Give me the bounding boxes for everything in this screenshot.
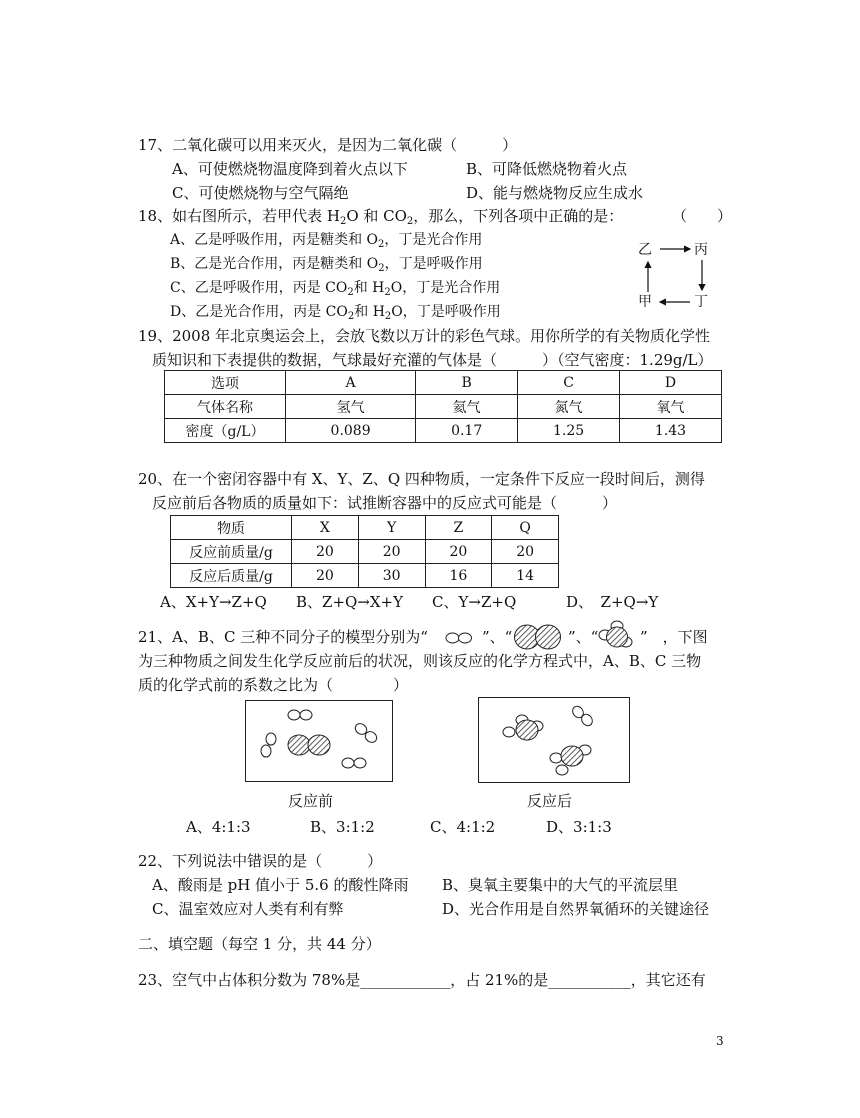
q20-table: [170, 515, 559, 588]
q17-stem: 17、二氧化碳可以用来灭火，是因为二氧化碳（ ）: [138, 136, 518, 154]
q17-option-a: A、可使燃烧物温度降到着火点以下: [172, 160, 408, 178]
table-row: 密度（g/L） 0.089 0.17 1.25 1.43: [165, 419, 722, 443]
table-row: 选项 A B C D: [165, 371, 722, 395]
q18-stem: 18、如右图所示，若甲代表 $H_2O$ 和 $CO_2$，那么，下列各项中正确的是：: [138, 207, 624, 227]
table-row: 物质 X Y Z Q: [171, 516, 559, 540]
box-after-reaction: [478, 697, 630, 783]
q21-line1-d: ” ，下图: [640, 628, 708, 646]
q20-option-a: A、X+Y→Z+Q: [160, 593, 267, 611]
q18-bracket: （ ）: [672, 207, 733, 225]
q22-option-d: D、光合作用是自然界氧循环的关键途径: [442, 900, 710, 918]
q17-option-b: B、可降低燃烧物着火点: [466, 160, 628, 178]
q23-line1: 23、空气中占体积分数为 78%是____________，占 21%的是___________，其它还有: [138, 971, 706, 989]
q19-line2: 质知识和下表提供的数据，气球最好充灌的气体是（ ）（空气密度：1.29g/L）: [152, 351, 713, 369]
box-before-reaction: [245, 700, 393, 782]
q18-option-a: A、乙是呼吸作用，丙是糖类和 $O_2$，丁是光合作用: [170, 232, 483, 250]
node-yi: 乙: [638, 242, 652, 258]
q22-option-c: C、温室效应对人类有利有弊: [152, 900, 344, 918]
molecules-after: [479, 698, 629, 782]
node-ding: 丁: [694, 294, 708, 310]
q21-option-d: D、3:1:3: [546, 818, 612, 836]
q21-line2: 为三种物质之间发生化学反应前后的状况，则该反应的化学方程式中，A、B、C 三物: [138, 652, 702, 670]
node-jia: 甲: [638, 294, 652, 310]
q18-option-d: D、乙是光合作用，丙是 $CO_2$和 $H_2O$，丁是呼吸作用: [170, 304, 501, 322]
q20-line2: 反应前后各物质的质量如下：试推断容器中的反应式可能是（ ）: [152, 494, 618, 512]
q21-line3: 质的化学式前的系数之比为（ ）: [138, 676, 409, 694]
q21-option-c: C、4:1:2: [430, 818, 496, 836]
q18-option-b: B、乙是光合作用，丙是糖类和 $O_2$，丁是呼吸作用: [170, 256, 483, 274]
q22-option-a: A、酸雨是 pH 值小于 5.6 的酸性降雨: [152, 876, 409, 894]
section-2-heading: 二、填空题（每空 1 分，共 44 分）: [138, 935, 381, 953]
molecules-before: [246, 701, 392, 781]
q19-table: [164, 370, 722, 443]
q21-line1-c: ”、“: [568, 628, 599, 646]
page-number: 3: [716, 1034, 724, 1048]
q17-option-c: C、可使燃烧物与空气隔绝: [172, 184, 349, 202]
table-row: 反应前质量/g 20 20 20 20: [171, 540, 559, 564]
table-row: 气体名称 氢气 氦气 氮气 氧气: [165, 395, 722, 419]
q20-option-d: D、 Z+Q→Y: [566, 593, 659, 611]
q21-line1-b: ”、“: [482, 628, 513, 646]
label-after-reaction: 反应后: [527, 792, 573, 810]
molecule-c-icon: [596, 618, 636, 654]
q20-option-b: B、Z+Q→X+Y: [296, 593, 404, 611]
q21-line1-a: 21、A、B、C 三种不同分子的模型分别为“: [138, 628, 428, 646]
node-bing: 丙: [694, 242, 708, 258]
molecule-b-icon: [512, 622, 564, 652]
q22-stem: 22、下列说法中错误的是（ ）: [138, 852, 383, 870]
table-row: 反应后质量/g 20 30 16 14: [171, 564, 559, 588]
q19-line1: 19、2008 年北京奥运会上，会放飞数以万计的彩色气球。用你所学的有关物质化学性: [138, 327, 711, 345]
q20-line1: 20、在一个密闭容器中有 X、Y、Z、Q 四种物质，一定条件下反应一段时间后，测得: [138, 470, 705, 488]
molecule-a-icon: [444, 630, 474, 646]
q21-option-a: A、4:1:3: [186, 818, 251, 836]
q17-option-d: D、能与燃烧物反应生成水: [466, 184, 644, 202]
q22-option-b: B、臭氧主要集中的大气的平流层里: [442, 876, 679, 894]
q20-option-c: C、Y→Z+Q: [432, 593, 517, 611]
q18-option-c: C、乙是呼吸作用，丙是 $CO_2$和 $H_2O$，丁是光合作用: [170, 280, 501, 298]
q21-option-b: B、3:1:2: [310, 818, 375, 836]
label-before-reaction: 反应前: [288, 792, 334, 810]
